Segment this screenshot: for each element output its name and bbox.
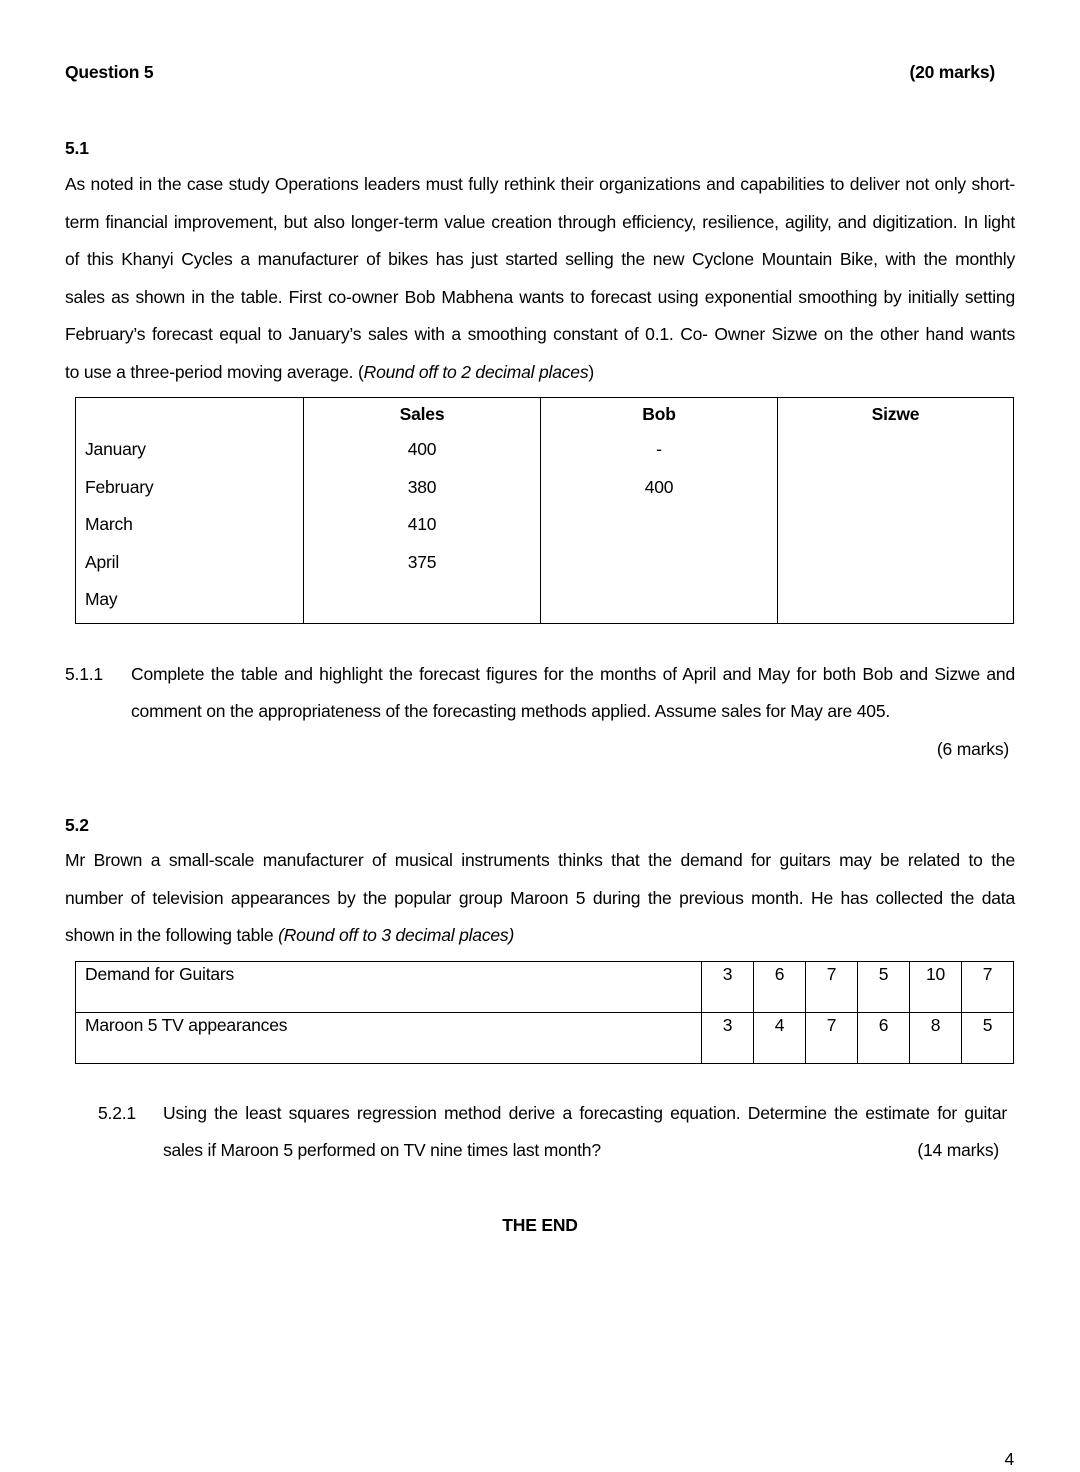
month-column [76, 398, 304, 624]
appearances-cell: 6 [858, 1013, 910, 1064]
sizwe-cell [778, 506, 1013, 544]
paragraph-line: Mr Brown a small-scale manufacturer of musical instruments thinks that the demand for guitars may be related to the [65, 850, 1015, 870]
bob-cell [541, 544, 777, 582]
table-row [76, 398, 1014, 624]
sizwe-cell [778, 581, 1013, 619]
header-cell-sizwe: Sizwe [871, 404, 920, 424]
bob-cell [541, 581, 777, 619]
question-title: Question 5 [65, 62, 154, 82]
sales-forecast-table [75, 397, 1014, 624]
demand-cell: 6 [754, 962, 806, 1013]
subquestion-number-5-1-1: 5.1.1 [65, 664, 103, 684]
rounding-note: Round off to 2 decimal places [363, 361, 589, 382]
month-cell: March [85, 514, 133, 535]
paragraph-line-last [65, 917, 1015, 955]
guitar-demand-table [75, 961, 1014, 1064]
paragraph-line: As noted in the case study Operations leaders must fully rethink their organizations and capabilities to deliver not only short- [65, 174, 1015, 194]
table-row [76, 962, 1014, 1013]
bob-cell [541, 506, 777, 544]
total-marks: (20 marks) [909, 62, 995, 82]
subquestion-5-1-1-marks: (6 marks) [936, 739, 1009, 759]
subquestion-5-2-1-marks: (14 marks) [917, 1140, 999, 1160]
bob-cell: 400 [644, 476, 674, 497]
subquestion-5-2-1-line1: Using the least squares regression method derive a forecasting equation. Determine the estimate for guitar [163, 1103, 1007, 1123]
appearances-cell: 5 [962, 1013, 1014, 1064]
bob-cell: - [656, 439, 662, 459]
sales-cell: 375 [407, 551, 437, 572]
demand-cell: 7 [806, 962, 858, 1013]
demand-cell: 3 [702, 962, 754, 1013]
section-5-2-paragraph [65, 842, 1015, 955]
sales-cell: 400 [407, 439, 437, 459]
header-cell-bob: Bob [642, 404, 676, 424]
sales-column [304, 398, 541, 624]
row-label-demand: Demand for Guitars [76, 962, 702, 1013]
appearances-cell: 4 [754, 1013, 806, 1064]
rounding-note: (Round off to 3 decimal places) [278, 925, 515, 946]
month-cell: April [85, 551, 120, 572]
subquestion-5-1-1-line2: comment on the appropriateness of the forecasting methods applied. Assume sales for May are 405. [131, 701, 891, 721]
sales-cell [304, 581, 540, 619]
header-cell [76, 401, 303, 431]
demand-cell: 5 [858, 962, 910, 1013]
page-number: 4 [1004, 1449, 1014, 1469]
paragraph-line: February’s forecast equal to January’s sales with a smoothing constant of 0.1. Co- Owner Sizwe on the other hand wants [65, 324, 1015, 345]
table-row [76, 1013, 1014, 1064]
month-cell: February [85, 476, 154, 497]
sizwe-cell [778, 431, 1013, 469]
paragraph-line: term financial improvement, but also longer-term value creation through efficiency, resilience, agility, and digitization. In light [65, 211, 1015, 232]
sizwe-cell [778, 544, 1013, 582]
subquestion-number-5-2-1: 5.2.1 [98, 1103, 136, 1123]
month-cell: January [85, 439, 146, 459]
demand-cell: 10 [910, 962, 962, 1013]
sizwe-column [778, 398, 1014, 624]
appearances-cell: 8 [910, 1013, 962, 1064]
paragraph-line: sales as shown in the table. First co-owner Bob Mabhena wants to forecast using exponential smoothing by initially setting [65, 286, 1015, 307]
section-heading-5-2: 5.2 [65, 815, 89, 835]
end-text: THE END [502, 1215, 578, 1235]
section-5-1-paragraph [65, 166, 1015, 392]
sales-cell: 380 [407, 476, 437, 497]
paragraph-line: number of television appearances by the popular group Maroon 5 during the previous month. He has collected the data [65, 887, 1015, 908]
subquestion-5-2-1-line2: sales if Maroon 5 performed on TV nine times last month? [163, 1140, 601, 1160]
paragraph-text: to use a three-period moving average. ( [65, 361, 364, 382]
paragraph-line: of this Khanyi Cycles a manufacturer of bikes has just started selling the new Cyclone Mountain Bike, with the monthly [65, 249, 1015, 270]
appearances-cell: 7 [806, 1013, 858, 1064]
appearances-cell: 3 [702, 1013, 754, 1064]
paragraph-line-last [65, 354, 1015, 392]
header-cell-sales: Sales [399, 404, 445, 424]
paragraph-text: shown in the following table [65, 925, 279, 946]
month-cell: May [85, 589, 118, 610]
row-label-appearances: Maroon 5 TV appearances [76, 1013, 702, 1064]
section-heading-5-1: 5.1 [65, 138, 89, 158]
subquestion-5-1-1-line1: Complete the table and highlight the forecast figures for the months of April and May for both Bob and Sizwe and [131, 664, 1015, 684]
paragraph-text: ) [588, 361, 595, 382]
demand-cell: 7 [962, 962, 1014, 1013]
sizwe-cell [778, 469, 1013, 507]
sales-cell: 410 [407, 514, 437, 535]
bob-column [541, 398, 778, 624]
